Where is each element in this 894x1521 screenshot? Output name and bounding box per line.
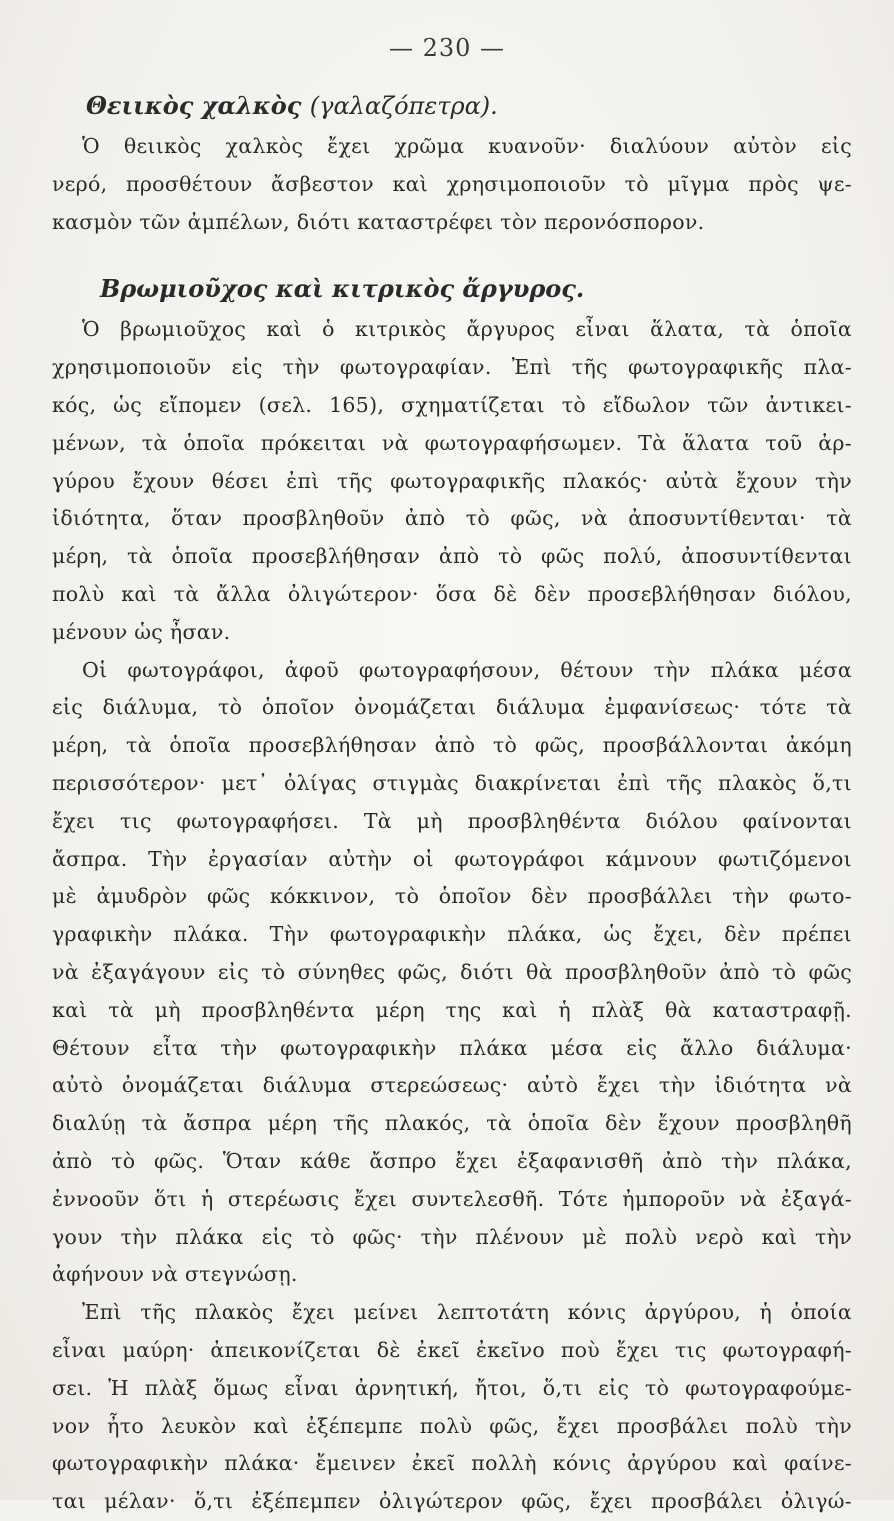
text-line: ἄσπρα. Τὴν ἐργασίαν αὐτὴν οἱ φωτογράφοι κάμνουν φωτιζόμενοι — [52, 846, 852, 871]
text-line: γουν τὴν πλάκα εἰς τὸ φῶς· τὴν πλένουν μὲ πολὺ νερὸ καὶ τὴν — [52, 1224, 852, 1249]
text-line: χρησιμοποιοῦν εἰς τὴν φωτογραφίαν. Ἐπὶ τῆς φωτογραφικῆς πλα- — [52, 355, 852, 380]
page-number: — 230 — — [388, 34, 506, 62]
text-line: Ἐπὶ τῆς πλακὸς ἔχει μείνει λεπτοτάτη κόνις ἀργύρου, ἡ ὁποία — [82, 1300, 852, 1325]
text-line: μέρη, τὰ ὁποῖα προσεβλήθησαν ἀπὸ τὸ φῶς πολύ, ἀποσυντίθενται — [52, 544, 852, 569]
section-heading-title: Θειικὸς χαλκὸς — [86, 91, 302, 120]
text-line: μένουν ὡς ἦσαν. — [52, 619, 231, 644]
text-line: μένων, τὰ ὁποῖα πρόκειται νὰ φωτογραφήσωμεν. Τὰ ἅλατα τοῦ ἀρ- — [52, 430, 852, 455]
text-line: αὐτὸ ὀνομάζεται διάλυμα στερεώσεως· αὐτὸ ἔχει τὴν ἰδιότητα νὰ — [52, 1073, 852, 1098]
text-line: κασμὸν τῶν ἀμπέλων, διότι καταστρέφει τὸν περονόσπορον. — [52, 209, 705, 234]
text-line: καὶ τὰ μὴ προσβληθέντα μέρη της καὶ ἡ πλὰξ θὰ καταστραφῇ. — [52, 997, 852, 1022]
text-line: εἶναι μαύρη· ἀπεικονίζεται δὲ ἐκεῖ ἐκεῖνο ποὺ ἔχει τις φωτογραφή- — [52, 1337, 852, 1362]
text-line: σει. Ἡ πλὰξ ὅμως εἶναι ἀρνητική, ἤτοι, ὅ,τι εἰς τὸ φωτογραφούμε- — [52, 1375, 852, 1400]
text-line: Θέτουν εἶτα τὴν φωτογραφικὴν πλάκα μέσα εἰς ἄλλο διάλυμα· — [52, 1035, 852, 1060]
paragraph — [52, 128, 852, 241]
text-line: πολὺ καὶ τὰ ἄλλα ὀλιγώτερον· ὅσα δὲ δὲν προσεβλήθησαν διόλου, — [52, 581, 852, 606]
page-body — [52, 84, 852, 1521]
text-line: Οἱ φωτογράφοι, ἀφοῦ φωτογραφήσουν, θέτουν τὴν πλάκα μέσα — [82, 657, 852, 682]
text-line: ἀπὸ τὸ φῶς. Ὅταν κάθε ἄσπρο ἔχει ἐξαφανισθῆ ἀπὸ τὴν πλάκα, — [52, 1148, 852, 1173]
section-heading-parenthetical: (γαλαζόπετρα). — [309, 92, 498, 120]
text-line: εἰς διάλυμα, τὸ ὁποῖον ὀνομάζεται διάλυμα ἐμφανίσεως· τότε τὰ — [52, 695, 852, 720]
text-line: ται μέλαν· ὅ,τι ἐξέπεμπεν ὀλιγώτερον φῶς, ἔχει προσβάλει ὀλιγώ- — [52, 1489, 852, 1514]
text-line: γραφικὴν πλάκα. Τὴν φωτογραφικὴν πλάκα, ὡς ἔχει, δὲν πρέπει — [52, 922, 852, 947]
text-line: νὰ ἐξαγάγουν εἰς τὸ σύνηθες φῶς, διότι θὰ προσβληθοῦν ἀπὸ τὸ φῶς — [52, 959, 852, 984]
text-line: νον ἦτο λευκὸν καὶ ἐξέπεμπε πολὺ φῶς, ἔχει προσβάλει πολὺ τὴν — [52, 1413, 852, 1438]
text-line: ἰδιότητα, ὅταν προσβληθοῦν ἀπὸ τὸ φῶς, νὰ ἀποσυντίθενται· τὰ — [52, 506, 852, 531]
section-heading-title: Βρωμιοῦχος καὶ κιτρικὸς ἄργυρος. — [100, 274, 585, 304]
paragraph — [52, 652, 852, 1295]
text-line: μὲ ἀμυδρὸν φῶς κόκκινον, τὸ ὁποῖον δὲν προσβάλλει τὴν φωτο- — [52, 884, 852, 909]
text-line: Ὁ θειικὸς χαλκὸς ἔχει χρῶμα κυανοῦν· διαλύουν αὐτὸν εἰς — [82, 134, 852, 158]
paragraph — [52, 311, 852, 651]
text-line: ἀφήνουν νὰ στεγνώσῃ. — [52, 1262, 298, 1287]
text-line: Ὁ βρωμιοῦχος καὶ ὁ κιτρικὸς ἄργυρος εἶναι ἅλατα, τὰ ὁποῖα — [82, 317, 852, 342]
section-heading — [52, 84, 852, 128]
text-line: περισσότερον· μετ᾽ ὀλίγας στιγμὰς διακρίνεται ἐπὶ τῆς πλακὸς ὅ,τι — [52, 770, 852, 795]
text-line: γύρου ἔχουν θέσει ἐπὶ τῆς φωτογραφικῆς πλακός· αὐτὰ ἔχουν τὴν — [52, 468, 852, 493]
text-line: ἐννοοῦν ὅτι ἡ στερέωσις ἔχει συντελεσθῆ. Τότε ἠμποροῦν νὰ ἐξαγά- — [52, 1186, 852, 1211]
text-line: νερό, προσθέτουν ἄσβεστον καὶ χρησιμοποιοῦν τὸ μῖγμα πρὸς ψε- — [52, 171, 852, 196]
paragraph — [52, 1294, 852, 1521]
text-line: μέρη, τὰ ὁποῖα προσεβλήθησαν ἀπὸ τὸ φῶς, προσβάλλονται ἀκόμη — [52, 733, 852, 758]
section-heading — [52, 267, 852, 311]
text-line: ἔχει τις φωτογραφήσει. Τὰ μὴ προσβληθέντα διόλου φαίνονται — [52, 808, 852, 833]
text-line: διαλύῃ τὰ ἄσπρα μέρη τῆς πλακός, τὰ ὁποῖα δὲν ἔχουν προσβληθῆ — [52, 1111, 852, 1136]
text-line: κός, ὡς εἴπομεν (σελ. 165), σχηματίζεται τὸ εἴδωλον τῶν ἀντικει- — [52, 392, 852, 417]
text-line: φωτογραφικὴν πλάκα· ἔμεινεν ἐκεῖ πολλὴ κόνις ἀργύρου καὶ φαίνε- — [52, 1451, 852, 1476]
